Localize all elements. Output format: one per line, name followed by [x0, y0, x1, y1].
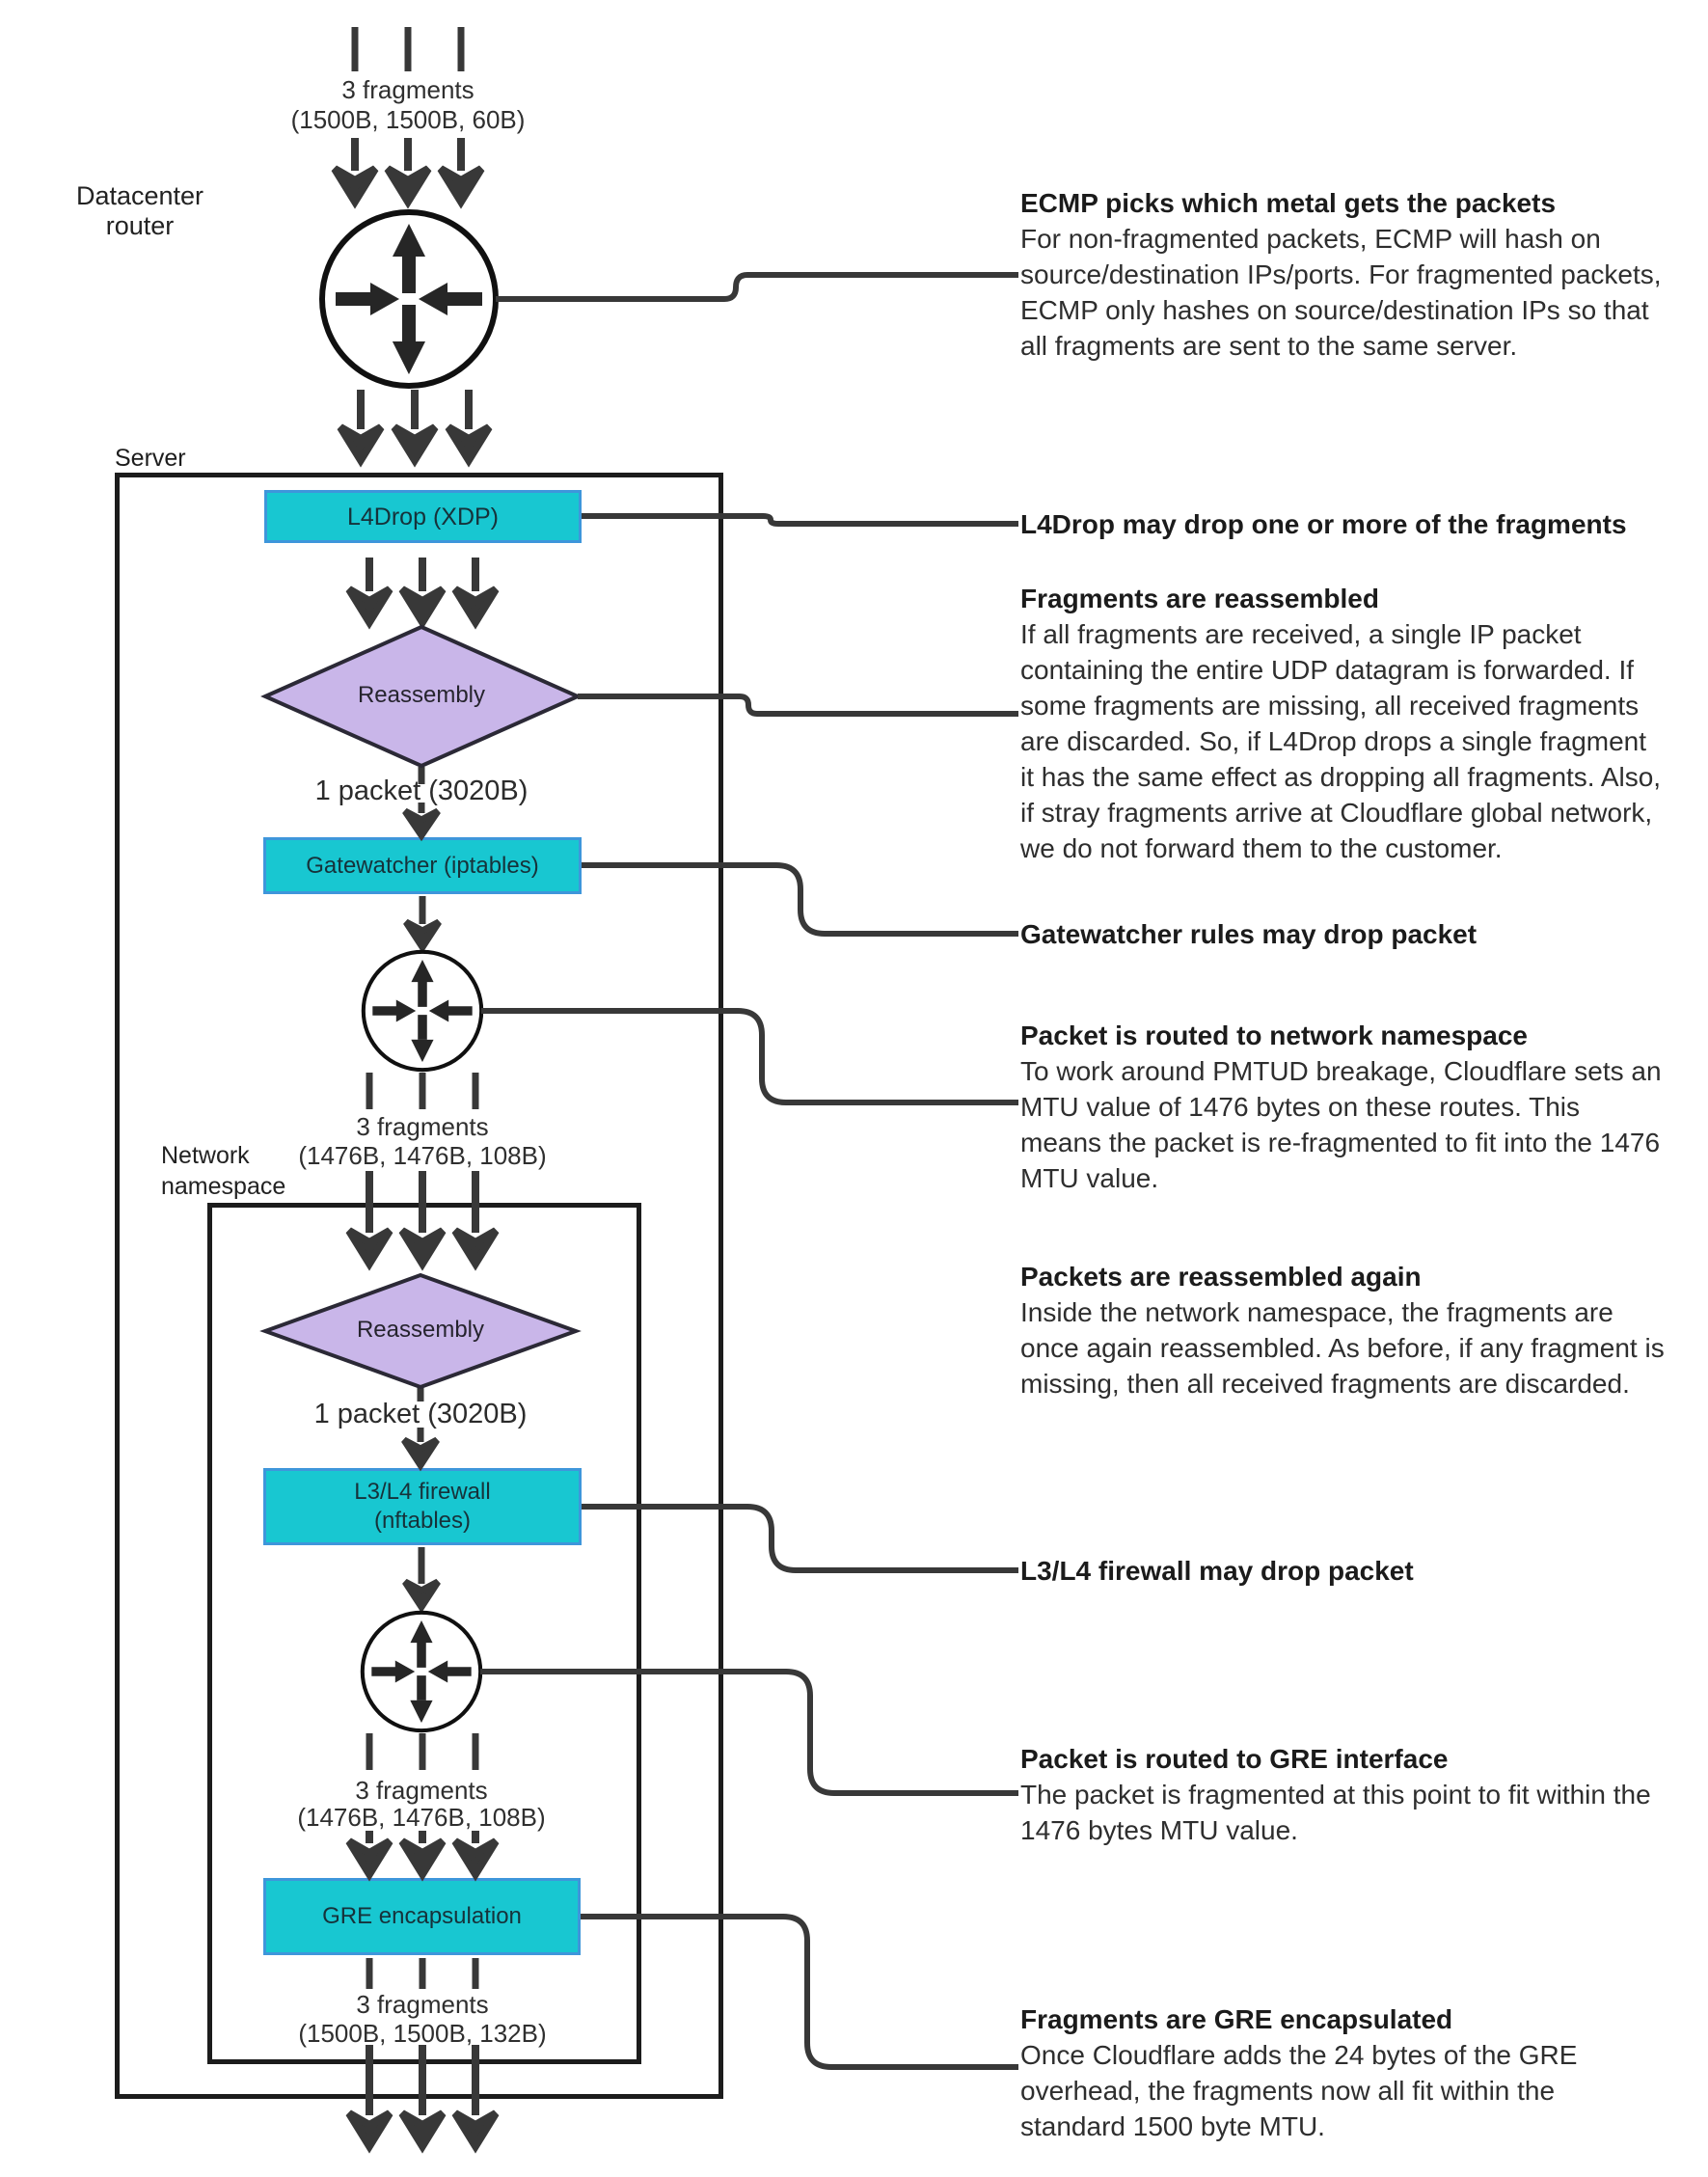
fragments-top-line2: (1500B, 1500B, 60B) — [290, 105, 526, 134]
packet-label-1: 1 packet (3020B) — [314, 776, 529, 806]
fragment-tails-pre-gre — [369, 1733, 475, 1770]
server-label: Server — [115, 445, 186, 472]
annotation-firewall — [1020, 1553, 1667, 1589]
fragments-top-line1: 3 fragments — [341, 75, 474, 104]
annotation-body: Inside the network namespace, the fragments are once again reassembled. As before, if any fragment is missing, then all received fragments are discarded. — [1020, 1297, 1665, 1399]
datacenter-router-label: Datacenter router — [75, 181, 204, 240]
fragments-bottom-line1: 3 fragments — [356, 1990, 489, 2019]
annotation-title: Packet is routed to network namespace — [1020, 1020, 1528, 1050]
arrows-out-of-server — [349, 2045, 496, 2146]
firewall-label-line1: L3/L4 firewall — [354, 1479, 491, 1505]
reassembly1-label: Reassembly — [357, 682, 486, 708]
fragments-mid-line1: 3 fragments — [356, 1112, 489, 1141]
annotation-body: To work around PMTUD breakage, Cloudflare sets an MTU value of 1476 bytes on these routes. This means the packet is re-fragmented to fit into the 1476 MTU value. — [1020, 1056, 1662, 1193]
annotation-title: Fragments are reassembled — [1020, 584, 1379, 613]
annotation-title: ECMP picks which metal gets the packets — [1020, 188, 1557, 218]
fragment-tails-bottom — [369, 1958, 475, 1989]
annotation-routed-namespace — [1020, 1018, 1667, 1196]
fragment-tails-top — [355, 27, 461, 71]
annotation-title: Gatewatcher rules may drop packet — [1020, 919, 1478, 949]
annotation-title: Packets are reassembled again — [1020, 1262, 1422, 1292]
route-to-namespace-icon — [364, 952, 481, 1070]
annotation-title: Fragments are GRE encapsulated — [1020, 2004, 1453, 2034]
gre-label: GRE encapsulation — [322, 1903, 522, 1929]
fragments-pre-gre-line2: (1476B, 1476B, 108B) — [297, 1803, 546, 1832]
annotation-reassembled — [1020, 581, 1667, 866]
annotation-title: Packet is routed to GRE interface — [1020, 1744, 1449, 1774]
annotation-body: For non-fragmented packets, ECMP will hash on source/destination IPs/ports. For fragmented packets, ECMP only hashes on source/destination IPs so that all fragments are sent to the same server. — [1020, 224, 1662, 361]
annotation-title: L4Drop may drop one or more of the fragments — [1020, 509, 1627, 539]
annotation-l4drop — [1020, 506, 1667, 542]
network-namespace-label: Network namespace — [161, 1142, 286, 1200]
fragments-mid-line2: (1476B, 1476B, 108B) — [298, 1141, 547, 1170]
packet-label-2: 1 packet (3020B) — [313, 1399, 528, 1429]
fragments-pre-gre-line1: 3 fragments — [355, 1776, 488, 1805]
route-to-gre-icon — [363, 1613, 480, 1730]
annotation-body: If all fragments are received, a single IP packet containing the entire UDP datagram is forwarded. If some fragments are missing, all received fragments are discarded. So, if L4Drop drops a single fragment it has the same effect as dropping all fragments. Also, if stray fragments arrive at Cloudflare global network, we do not forward them to the customer. — [1020, 619, 1662, 863]
annotation-body: The packet is fragmented at this point to fit within the 1476 bytes MTU value. — [1020, 1780, 1651, 1845]
fragment-tails-mid — [369, 1073, 475, 1109]
firewall-label-line2: (nftables) — [373, 1508, 472, 1534]
arrows-into-server — [340, 390, 489, 460]
annotation-gatewatcher — [1020, 916, 1667, 952]
datacenter-router-icon — [322, 212, 496, 386]
annotation-gre-encapsulated — [1020, 2001, 1667, 2144]
reassembly2-label: Reassembly — [356, 1317, 485, 1343]
annotation-ecmp — [1020, 185, 1667, 364]
annotation-reassembled-again — [1020, 1259, 1667, 1401]
arrows-into-reassembly1 — [349, 558, 496, 622]
arrows-into-namespace — [349, 1171, 496, 1264]
annotation-title: L3/L4 firewall may drop packet — [1020, 1556, 1414, 1586]
gatewatcher-label: Gatewatcher (iptables) — [306, 852, 539, 879]
l4drop-label: L4Drop (XDP) — [347, 503, 499, 531]
arrows-into-router — [335, 138, 481, 202]
annotation-routed-gre — [1020, 1741, 1667, 1848]
fragments-bottom-line2: (1500B, 1500B, 132B) — [298, 2019, 547, 2048]
arrows-into-gre — [349, 1831, 496, 1874]
annotation-body: Once Cloudflare adds the 24 bytes of the GRE overhead, the fragments now all fit within the standard 1500 byte MTU. — [1020, 2040, 1578, 2141]
